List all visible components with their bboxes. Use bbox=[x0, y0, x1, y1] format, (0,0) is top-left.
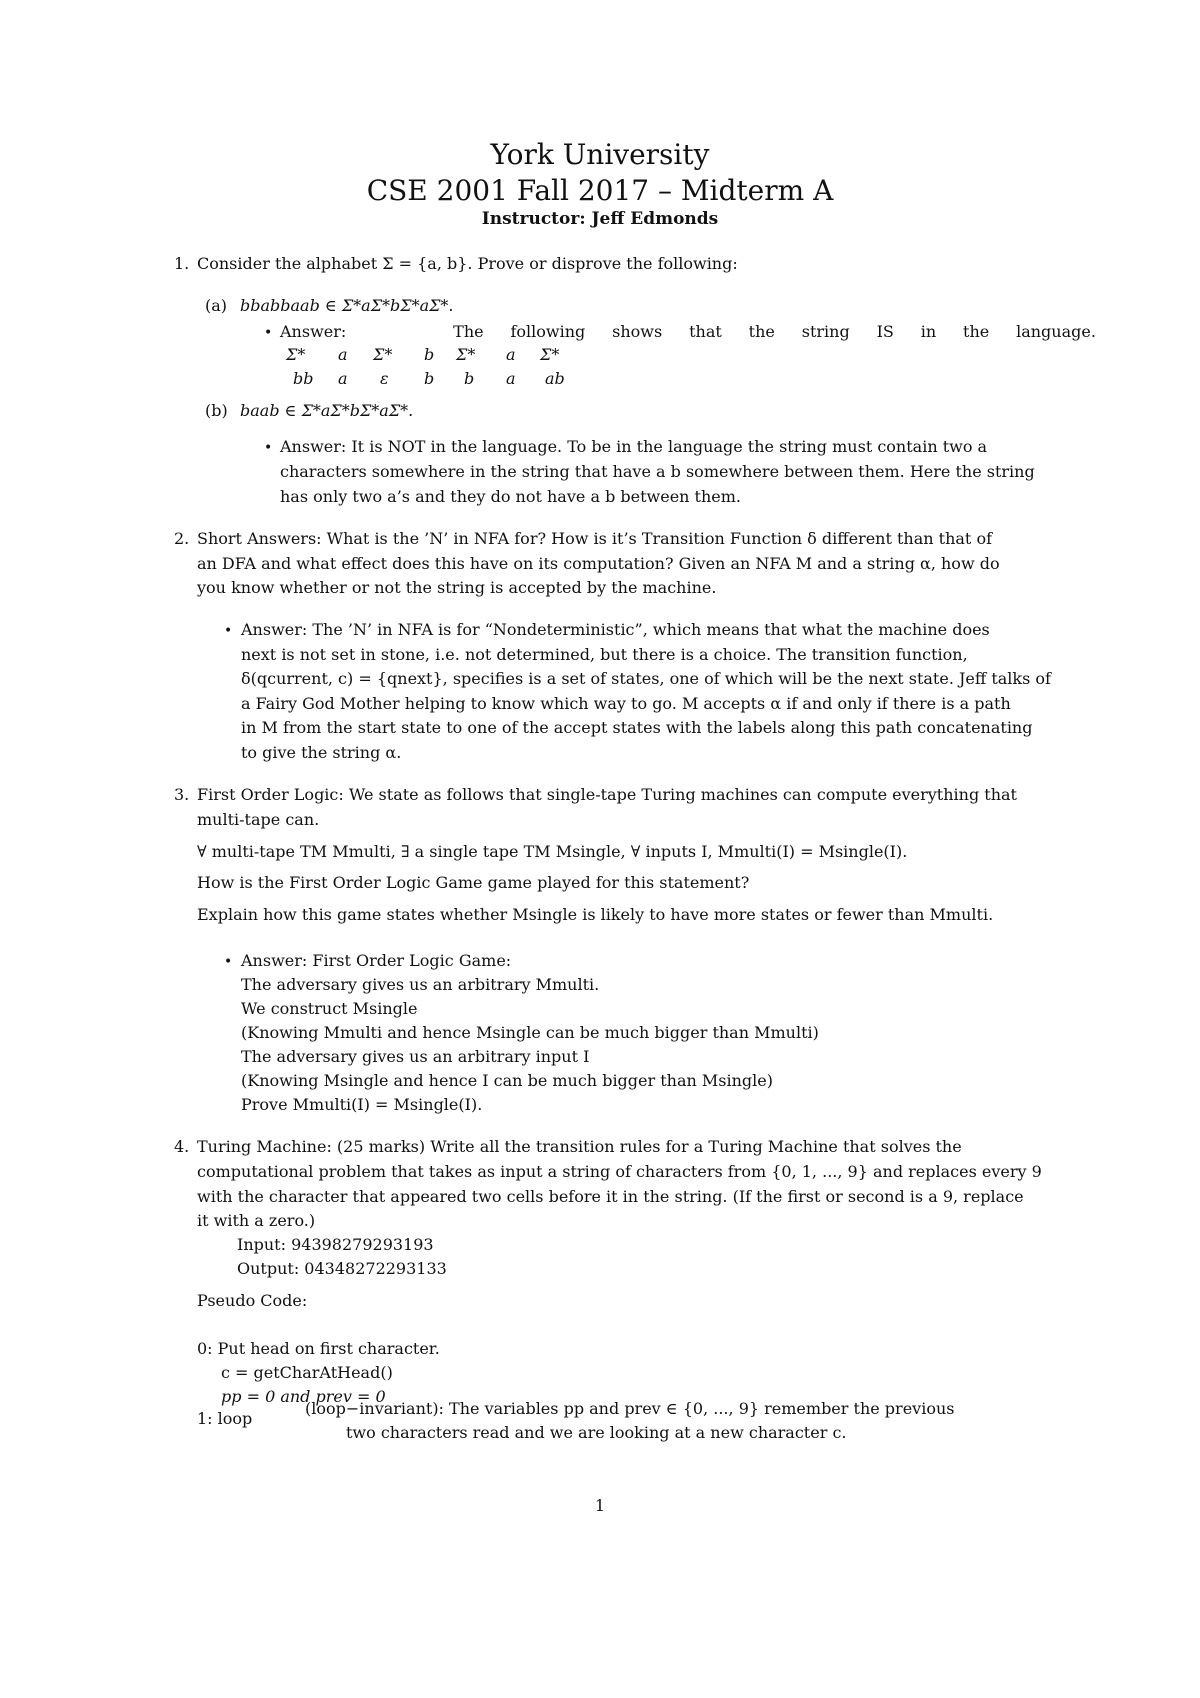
q4-line: Turing Machine: (25 marks) Write all the transition rules for a Turing Machine that solves the bbox=[197, 1137, 962, 1156]
table-cell: a bbox=[506, 369, 516, 388]
q3-line: First Order Logic: We state as follows that single-tape Turing machines can compute everything that bbox=[197, 785, 1017, 804]
answer-word: Answer: bbox=[280, 322, 347, 341]
q2-answer-line: δ(qcurrent, c) = {qnext}, specifies is a set of states, one of which will be the next state. Jeff talks of bbox=[241, 669, 1051, 688]
q2-answer-line: in M from the start state to one of the accept states with the labels along this path concatenating bbox=[241, 718, 1033, 737]
table-cell: Σ* bbox=[286, 345, 306, 364]
q1a-expression: bbabbaab ∈ Σ*aΣ*bΣ*aΣ*. bbox=[240, 296, 454, 315]
bullet-icon: • bbox=[224, 623, 233, 639]
code-line: pp = 0 and prev = 0 bbox=[221, 1387, 386, 1406]
q4-number: 4. bbox=[174, 1137, 190, 1156]
bullet-icon: • bbox=[224, 954, 233, 970]
table-cell: bb bbox=[293, 369, 314, 388]
q4-line: computational problem that takes as input a string of characters from {0, 1, ..., 9} and replaces every 9 bbox=[197, 1162, 1042, 1181]
table-cell: a bbox=[338, 369, 348, 388]
table-cell: b bbox=[464, 369, 475, 388]
q3-answer-line: (Knowing Msingle and hence I can be much bigger than Msingle) bbox=[241, 1071, 773, 1090]
q1b-expression: baab ∈ Σ*aΣ*bΣ*aΣ*. bbox=[240, 401, 414, 420]
q1b-answer-line: characters somewhere in the string that have a b somewhere between them. Here the string bbox=[280, 462, 1035, 481]
q2-answer-line: next is not set in stone, i.e. not determined, but there is a choice. The transition function, bbox=[241, 645, 968, 664]
q2-line: an DFA and what effect does this have on its computation? Given an NFA M and a string α, how do bbox=[197, 554, 1000, 573]
q2-answer-line: to give the string α. bbox=[241, 743, 402, 762]
q3-line: multi-tape can. bbox=[197, 810, 320, 829]
table-cell: ab bbox=[545, 369, 565, 388]
q3-answer-line: We construct Msingle bbox=[241, 999, 418, 1018]
answer-word: in bbox=[920, 322, 937, 341]
table-cell: Σ* bbox=[373, 345, 393, 364]
bullet-icon: • bbox=[264, 325, 273, 341]
q2-line: Short Answers: What is the ’N’ in NFA for? How is it’s Transition Function δ different than that of bbox=[197, 529, 992, 548]
code-line: c = getCharAtHead() bbox=[221, 1363, 393, 1382]
q3-explain: Explain how this game states whether Msingle is likely to have more states or fewer than Mmulti. bbox=[197, 905, 994, 924]
table-cell: Σ* bbox=[540, 345, 560, 364]
q3-how: How is the First Order Logic Game game played for this statement? bbox=[197, 873, 750, 892]
q4-input: Input: 94398279293193 bbox=[237, 1235, 434, 1254]
q1a-answer bbox=[280, 322, 1096, 341]
instructor-line: Instructor: Jeff Edmonds bbox=[481, 209, 719, 229]
q3-statement: ∀ multi-tape TM Mmulti, ∃ a single tape TM Msingle, ∀ inputs I, Mmulti(I) = Msingle(I). bbox=[197, 842, 908, 861]
answer-word: the bbox=[963, 322, 990, 341]
q1a-label: (a) bbox=[205, 296, 228, 315]
answer-word: IS bbox=[876, 322, 894, 341]
table-cell: ε bbox=[380, 369, 389, 388]
q4-line: it with a zero.) bbox=[197, 1211, 316, 1230]
answer-word: string bbox=[801, 322, 850, 341]
university-title: York University bbox=[490, 138, 710, 171]
q3-answer-line: Prove Mmulti(I) = Msingle(I). bbox=[241, 1095, 483, 1114]
q2-line: you know whether or not the string is accepted by the machine. bbox=[197, 578, 717, 597]
q2-answer-line: a Fairy God Mother helping to know which way to go. M accepts α if and only if there is a path bbox=[241, 694, 1011, 713]
exam-title: CSE 2001 Fall 2017 – Midterm A bbox=[366, 174, 834, 207]
q1-number: 1. bbox=[174, 254, 190, 273]
answer-word: the bbox=[748, 322, 775, 341]
q3-answer-line: The adversary gives us an arbitrary input I bbox=[241, 1047, 590, 1066]
code-line: 1: loop bbox=[197, 1409, 253, 1428]
q1b-answer-line: has only two a’s and they do not have a b between them. bbox=[280, 487, 742, 506]
q3-answer-line: The adversary gives us an arbitrary Mmulti. bbox=[241, 975, 600, 994]
q1b-label: (b) bbox=[205, 401, 228, 420]
q1b-answer-line: Answer: It is NOT in the language. To be in the language the string must contain two a bbox=[280, 437, 988, 456]
table-cell: b bbox=[424, 345, 435, 364]
q4-line: with the character that appeared two cells before it in the string. (If the first or second is a 9, replace bbox=[197, 1187, 1024, 1206]
table-cell: Σ* bbox=[456, 345, 476, 364]
table-cell: b bbox=[424, 369, 435, 388]
answer-word: shows bbox=[612, 322, 663, 341]
pseudo-code-label: Pseudo Code: bbox=[197, 1291, 308, 1310]
table-cell: a bbox=[338, 345, 348, 364]
table-cell: a bbox=[506, 345, 516, 364]
answer-word: language. bbox=[1016, 322, 1096, 341]
answer-word: following bbox=[510, 322, 586, 341]
q3-number: 3. bbox=[174, 785, 190, 804]
loop-invariant-line: (loop−invariant): The variables pp and prev ∈ {0, ..., 9} remember the previous bbox=[305, 1399, 955, 1418]
answer-word: The bbox=[453, 322, 484, 341]
page-number: 1 bbox=[594, 1496, 606, 1515]
answer-word: that bbox=[689, 322, 722, 341]
code-line: 0: Put head on first character. bbox=[197, 1339, 440, 1358]
q3-answer-line: (Knowing Mmulti and hence Msingle can be much bigger than Mmulti) bbox=[241, 1023, 819, 1042]
q4-output: Output: 04348272293133 bbox=[237, 1259, 447, 1278]
q2-number: 2. bbox=[174, 529, 190, 548]
q1-text: Consider the alphabet Σ = {a, b}. Prove or disprove the following: bbox=[197, 254, 738, 273]
bullet-icon: • bbox=[264, 440, 273, 456]
loop-invariant-line: two characters read and we are looking at a new character c. bbox=[346, 1423, 847, 1442]
q2-answer-line: Answer: The ’N’ in NFA is for “Nondeterministic”, which means that what the machine does bbox=[241, 620, 990, 639]
q3-answer-line: Answer: First Order Logic Game: bbox=[241, 951, 512, 970]
